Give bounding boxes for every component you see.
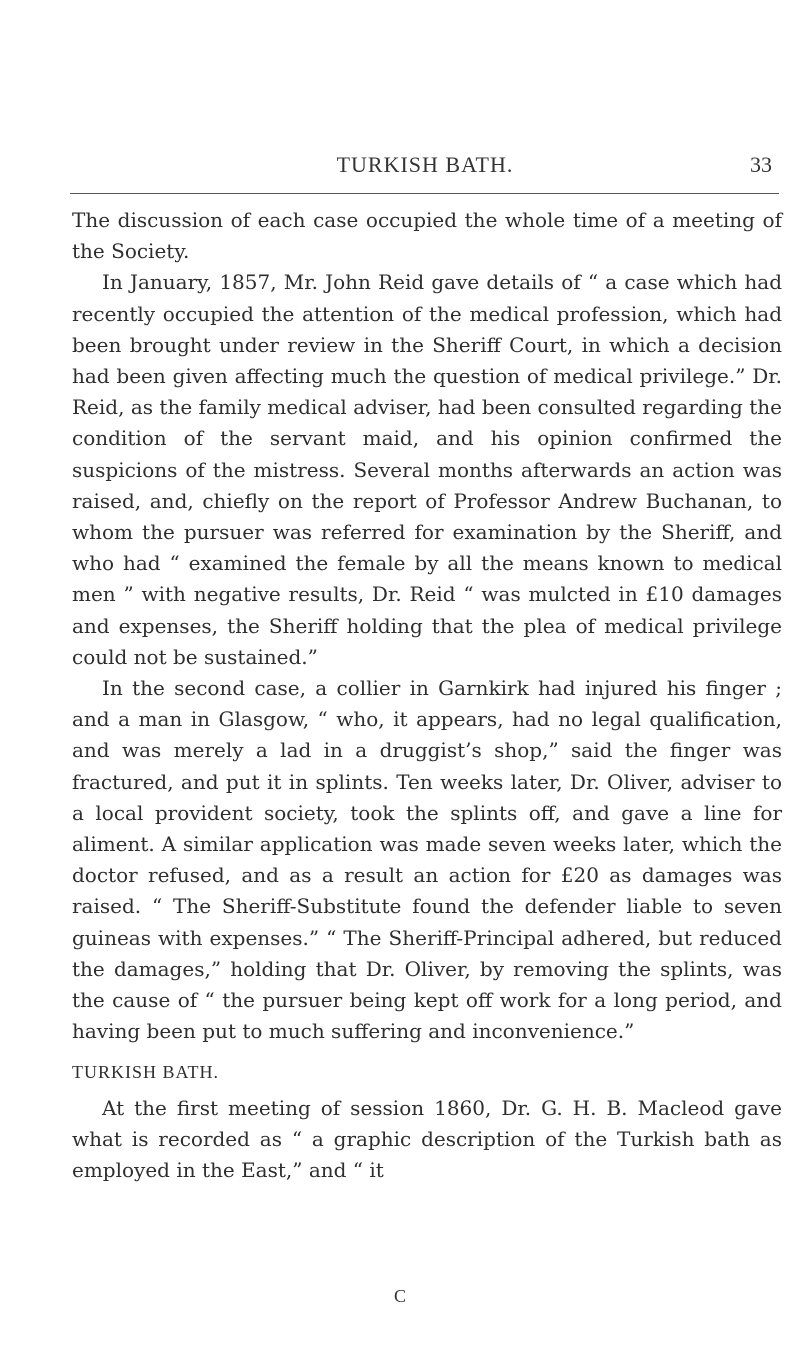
- paragraph-1: The discussion of each case occupied the whole time of a meeting of the Society.: [72, 208, 782, 264]
- paragraph-3: In the second case, a collier in Garnkirk had injured his finger ; and a man in Glasgow, “ who, it appears, had no legal qualification, and was merely a lad in a druggist’s shop,” said the finger was fractured, and put it in splints. Ten weeks later, Dr. Oliver, adviser to a local provident society, took the splints off, and gave a line for aliment. A similar application was made seven weeks later, which the doctor refused, and as a result an action for £20 as damages was raised. “ The Sheriff-Substitute found the defender liable to seven guineas with expenses.” “ The Sheriff-Principal adhered, but reduced the damages,” holding that Dr. Oliver, by removing the splints, was the cause of “ the pursuer being kept off work for a long period, and having been put to much suffering and inconvenience.”: [72, 676, 782, 1044]
- header-rule: [70, 193, 779, 194]
- page-number: 33: [750, 152, 772, 177]
- paragraph-2: In January, 1857, Mr. John Reid gave details of “ a case which had recently occupied the attention of the medical profession, which had been brought under review in the Sheriff Court, in which a decision had been given affecting much the question of medical privilege.” Dr. Reid, as the family medical adviser, had been consulted regarding the condition of the servant maid, and his opinion confirmed the suspicions of the mistress. Several months afterwards an action was raised, and, chiefly on the report of Professor Andrew Buchanan, to whom the pursuer was referred for examination by the Sheriff, and who had “ examined the female by all the means known to medical men ” with negative results, Dr. Reid “ was mulcted in £10 damages and expenses, the Sheriff holding that the plea of medical privilege could not be sustained.”: [72, 270, 782, 669]
- section-paragraph: At the first meeting of session 1860, Dr. G. H. B. Macleod gave what is recorded as “ a graphic description of the Turkish bath as employed in the East,” and “ it: [72, 1095, 782, 1183]
- running-title: TURKISH BATH.: [336, 152, 514, 177]
- signature-mark: C: [393, 1286, 406, 1306]
- running-header: [72, 152, 778, 182]
- body-text: [72, 205, 782, 1186]
- section-heading: TURKISH BATH.: [72, 1062, 220, 1083]
